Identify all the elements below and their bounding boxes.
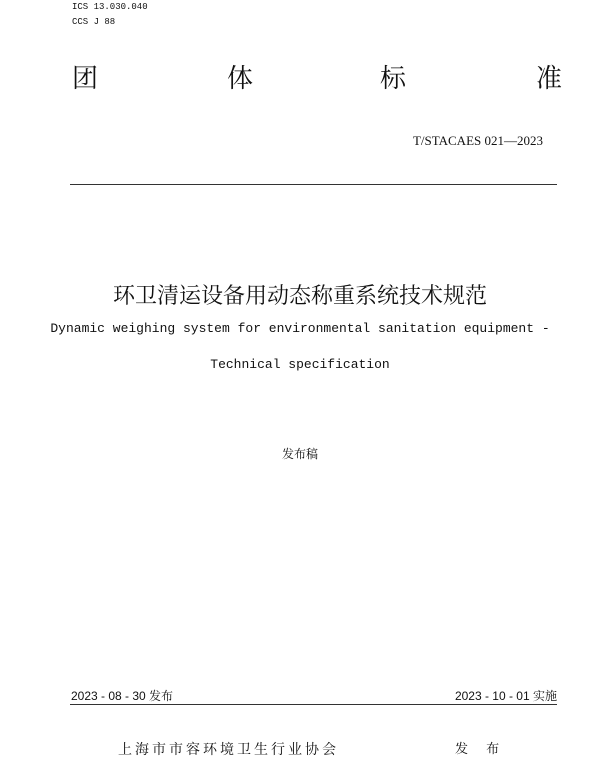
draft-status: 发布稿: [281, 447, 318, 461]
title-chinese: 环卫清运设备用动态称重系统技术规范: [112, 284, 487, 309]
bottom-divider: [70, 704, 557, 705]
ics-code: ICS 13.030.040: [72, 2, 148, 12]
standard-type-char: 团: [72, 64, 99, 94]
issue-label: 发 布: [455, 742, 507, 757]
ccs-code: CCS J 88: [72, 17, 116, 27]
issuer-name: 上海市市容环境卫生行业协会: [118, 742, 339, 758]
implementation-date: 2023 - 10 - 01 实施: [454, 689, 557, 703]
standard-number: T/STACAES 021—2023: [412, 133, 543, 148]
top-divider: [70, 184, 557, 185]
standard-type-char: 准: [536, 64, 563, 94]
title-english-line1: Dynamic weighing system for environmental sanitation equipment -: [50, 321, 550, 336]
standard-type-char: 体: [227, 64, 254, 94]
standard-type-char: 标: [380, 64, 407, 94]
issue-date: 2023 - 08 - 30 发布: [71, 689, 174, 703]
title-english-line2: Technical specification: [210, 357, 390, 372]
